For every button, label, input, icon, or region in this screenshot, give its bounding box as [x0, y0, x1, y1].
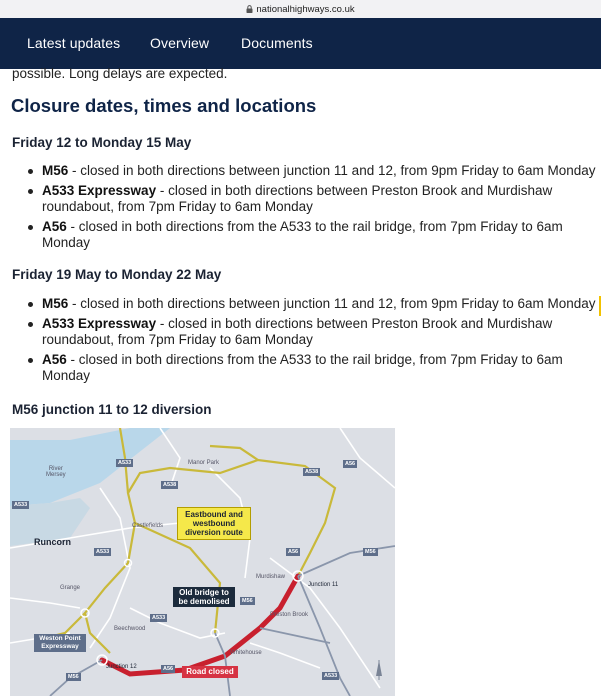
lock-icon — [246, 5, 253, 13]
map-label-murdishaw: Murdishaw — [256, 574, 286, 580]
road-badge-m56: M56 — [365, 549, 376, 555]
diversion-map — [10, 428, 395, 696]
map-label-junction-11: Junction 11 — [308, 582, 339, 588]
map-label-castlefields: Castlefields — [132, 523, 164, 529]
map-label-grange: Grange — [60, 585, 81, 591]
browser-url-bar[interactable] — [0, 0, 601, 18]
map-label-junction-12: Junction 12 — [106, 664, 137, 670]
closure-item: A533 Expressway - closed in both directions between Preston Brook and Murdishaw roundabout, from 7pm Friday to 6am Monday — [24, 183, 600, 215]
road-badge-a533: A533 — [14, 502, 28, 508]
north-arrow-icon — [376, 660, 382, 680]
road-badge-a533: A533 — [118, 460, 132, 466]
closure-item: M56 - closed in both directions between junction 11 and 12, from 9pm Friday to 6am Monday — [24, 163, 600, 179]
tab-latest-updates[interactable]: Latest updates — [27, 35, 121, 51]
closure-item: A533 Expressway - closed in both directions between Preston Brook and Murdishaw roundabout, from 7pm Friday to 6am Monday — [24, 316, 600, 348]
page-section-title: Closure dates, times and locations — [11, 95, 317, 116]
road-badge-m56: M56 — [242, 598, 253, 604]
road-badge-a56: A56 — [163, 666, 174, 672]
closure-item: A56 - closed in both directions from the A533 to the rail bridge, from 7pm Friday to 6am Monday — [24, 219, 600, 251]
map-place-runcorn: Runcorn — [34, 537, 71, 547]
callout-diversion-route: Eastbound and westbound diversion route — [177, 507, 251, 540]
callout-old-bridge: Old bridge to be demolised — [173, 587, 235, 607]
tab-overview[interactable]: Overview — [150, 35, 210, 51]
road-badge-a533: A533 — [324, 673, 338, 679]
map-label-manor-park: Manor Park — [188, 460, 220, 466]
weekend-1-heading: Friday 12 to Monday 15 May — [12, 135, 192, 150]
weekend-2-closure-list — [24, 296, 600, 388]
road-badge-m56: M56 — [68, 674, 79, 680]
map-label-preston-brook: Preston Brook — [270, 612, 309, 618]
map-graphic — [10, 428, 395, 696]
road-badge-a538: A538 — [163, 482, 177, 488]
closure-item: A56 - closed in both directions from the A533 to the rail bridge, from 7pm Friday to 6am Monday — [24, 352, 600, 384]
road-badge-a533: A533 — [96, 549, 110, 555]
road-badge-a56: A56 — [288, 549, 299, 555]
weekend-1-closure-list — [24, 163, 600, 255]
diversion-heading: M56 junction 11 to 12 diversion — [12, 402, 212, 417]
callout-weston-point: Weston Point Expressway — [34, 634, 86, 652]
url-text: nationalhighways.co.uk — [256, 3, 355, 15]
intro-text: possible. Long delays are expected. — [12, 66, 228, 81]
map-label-beechwood: Beechwood — [114, 626, 146, 632]
road-badge-a533: A533 — [152, 615, 166, 621]
map-label-river: River Mersey — [46, 466, 66, 478]
top-navigation — [0, 18, 601, 69]
map-label-whitehouse: Whitehouse — [230, 650, 262, 656]
closure-item: M56 - closed in both directions between junction 11 and 12, from 9pm Friday to 6am Monday — [24, 296, 600, 312]
road-badge-a538: A538 — [305, 469, 319, 475]
weekend-2-heading: Friday 19 May to Monday 22 May — [12, 267, 222, 282]
callout-road-closed: Road closed — [182, 666, 238, 678]
tab-documents[interactable]: Documents — [241, 35, 313, 51]
road-badge-a56: A56 — [345, 461, 356, 467]
